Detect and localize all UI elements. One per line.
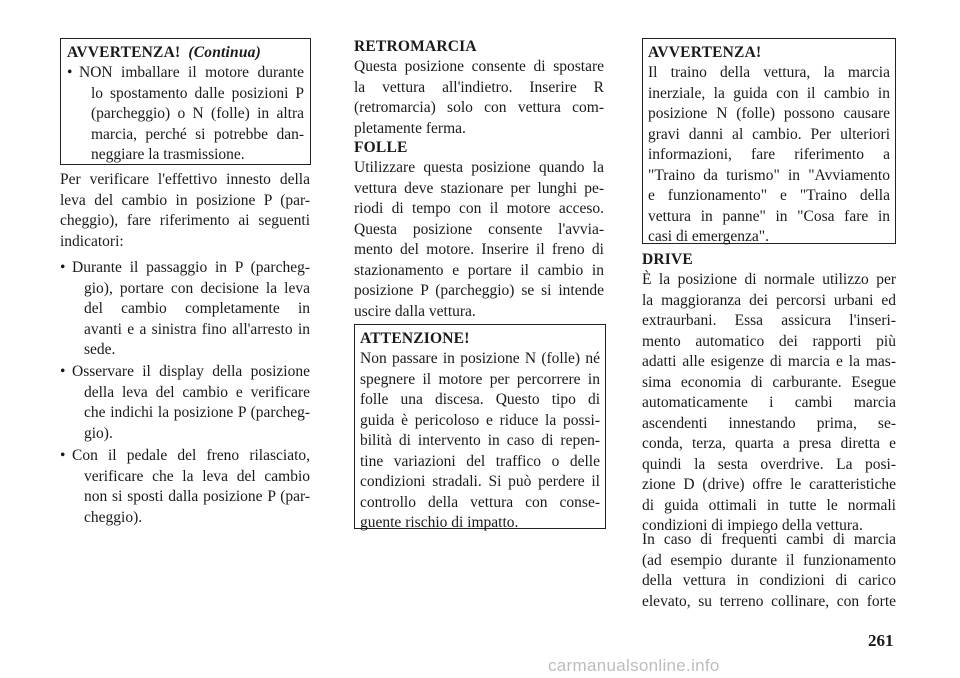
body-line: pletamente ferma. xyxy=(354,119,466,137)
caution-line: tine variazioni del traffico o delle xyxy=(360,452,600,470)
warning-bullet-line: (parcheggio) o N (folle) in altra xyxy=(91,105,304,122)
warning-bullet-line: neggiare la trasmissione. xyxy=(91,146,245,163)
caution-line: Non passare in posizione N (folle) né xyxy=(360,350,600,367)
warning-line: Il traino della vettura, la marcia xyxy=(648,64,890,81)
body-line: extraurbani. Essa assicura l'inseri- xyxy=(642,312,896,329)
bullet-line: gio), portare con decisione la leva xyxy=(84,279,310,297)
body-line: di guida ottimali in tutte le normali xyxy=(642,496,896,514)
continued-label: (Continua) xyxy=(188,44,261,61)
warning-line: e funzionamento" e "Traino della xyxy=(648,187,890,204)
caution-line: guida è pericoloso e riduce la possi- xyxy=(360,411,600,429)
caution-box xyxy=(354,324,606,529)
body-line: (retromarcia) solo con vettura com- xyxy=(354,99,604,116)
body-line: la maggioranza dei percorsi urbani ed xyxy=(642,291,896,309)
bullet-line: gio). xyxy=(84,424,113,442)
bullet-line: cheggio). xyxy=(84,508,143,526)
warning-box-continued xyxy=(60,38,311,165)
section-drive xyxy=(642,250,896,537)
intro-paragraph xyxy=(60,170,310,252)
bullet-icon: • xyxy=(60,447,66,464)
warning-line: casi di emergenza". xyxy=(648,228,769,245)
section-heading: RETROMARCIA xyxy=(354,38,477,55)
bullet-line: della leva del cambio e verificare xyxy=(84,383,310,401)
caution-line: guente rischio di impatto. xyxy=(360,514,519,531)
intro-line: leva del cambio in posizione P (par- xyxy=(60,191,310,209)
bullet-line: verificare che la leva del cambio xyxy=(84,467,310,485)
section-folle xyxy=(354,138,604,322)
bullet-icon: • xyxy=(60,363,66,380)
body-line: In caso di frequenti cambi di marcia xyxy=(642,531,896,548)
indicator-bullet-1 xyxy=(60,258,310,361)
warning-bullet-line: lo spostamento dalle posizioni P xyxy=(91,84,304,102)
towing-warning-box xyxy=(642,38,896,244)
body-line: vettura deve stazionare per lunghi pe- xyxy=(354,179,604,197)
bullet-icon: • xyxy=(67,64,73,81)
caution-line: condizioni stradali. Si può perdere il xyxy=(360,473,600,490)
bullet-line: sede. xyxy=(84,341,116,358)
bullet-line: Con il pedale del freno rilasciato, xyxy=(72,447,310,464)
body-line: Questa posizione consente di spostare xyxy=(354,58,604,75)
body-line: zione D (drive) offre le caratteristiche xyxy=(642,476,896,493)
body-line: condizioni di impiego della vettura. xyxy=(642,517,863,534)
section-heading: DRIVE xyxy=(642,251,693,268)
body-line: mento del motore. Inserire il freno di xyxy=(354,241,604,258)
body-line: mento automatico dei rapporti più xyxy=(642,332,896,350)
body-line: È la posizione di normale utilizzo per xyxy=(642,271,896,288)
warning-line: informazioni, fare riferimento a xyxy=(648,146,890,163)
bullet-icon: • xyxy=(60,259,66,276)
body-line: Utilizzare questa posizione quando la xyxy=(354,159,604,176)
section-heading: FOLLE xyxy=(354,139,408,156)
warning-box-title: AVVERTENZA! xyxy=(648,44,762,61)
warning-box-title: AVVERTENZA! (Continua) xyxy=(67,44,261,61)
body-line: la vettura all'indietro. Inserire R xyxy=(354,78,604,96)
intro-line: indicatori: xyxy=(60,232,124,250)
caution-line: folle una discesa. Questo tipo di xyxy=(360,391,600,408)
page-number: 261 xyxy=(868,631,894,650)
body-line: uscire dalla vettura. xyxy=(354,302,476,320)
body-line: automaticamente i cambi marcia xyxy=(642,394,896,411)
warning-bullet-line: marcia, perché si potrebbe dan- xyxy=(91,125,304,143)
bullet-line: Durante il passaggio in P (parcheg- xyxy=(72,259,310,276)
bullet-line: che indichi la posizione P (parcheg- xyxy=(84,404,310,421)
body-line: della vettura in condizioni di carico xyxy=(642,572,896,589)
indicator-bullet-3 xyxy=(60,446,310,528)
warning-line: "Traino da turismo" in "Avviamento xyxy=(648,166,890,184)
warning-line: posizione N (folle) possono causare xyxy=(648,105,890,122)
body-line: stazionamento e portare il cambio in xyxy=(354,261,604,279)
body-line: (ad esempio durante il funzionamento xyxy=(642,551,896,569)
caution-line: bilità di intervento in caso di repen- xyxy=(360,432,600,449)
body-line: conda, terza, quarta a presa diretta e xyxy=(642,435,896,452)
section-retromarcia xyxy=(354,37,604,139)
bullet-line: non si sposti dalla posizione P (par- xyxy=(84,488,310,505)
body-line: posizione P (parcheggio) se si intende xyxy=(354,282,604,299)
intro-line: Per verificare l'effettivo innesto della xyxy=(60,171,310,188)
warning-line: vettura in panne" in "Cosa fare in xyxy=(648,207,890,225)
body-line: adatti alle esigenze di marcia e la mas- xyxy=(642,353,896,370)
body-line: sima economia di carburante. Esegue xyxy=(642,373,896,391)
body-line: elevato, su terreno collinare, con forte xyxy=(642,592,896,610)
paragraph-frequent-shifts xyxy=(642,530,896,612)
bullet-line: Osservare il display della posizione xyxy=(72,363,310,380)
warning-line: inerziale, la guida con il cambio in xyxy=(648,84,890,102)
warning-bullet xyxy=(67,63,304,166)
watermark: carmanualsonline.info xyxy=(548,656,720,675)
bullet-line: del cambio completamente in xyxy=(84,300,310,317)
warning-bullet-line: NON imballare il motore durante xyxy=(79,64,304,81)
caution-box-title: ATTENZIONE! xyxy=(360,330,470,347)
indicator-bullet-2 xyxy=(60,362,310,444)
body-line: riodi di tempo con il motore acceso. xyxy=(354,200,604,217)
warning-line: gravi danni al cambio. Per ulteriori xyxy=(648,125,890,143)
caution-line: spegnere il motore per percorrere in xyxy=(360,370,600,388)
body-line: Questa posizione consente l'avvia- xyxy=(354,220,604,238)
caution-line: controllo della vettura con conse- xyxy=(360,493,600,511)
bullet-line: avanti e a sinistra fino all'arresto in xyxy=(84,320,310,338)
intro-line: cheggio), fare riferimento ai seguenti xyxy=(60,212,310,229)
body-line: quindi la sesta overdrive. La posi- xyxy=(642,455,896,473)
body-line: ascendenti innestando prima, se- xyxy=(642,414,896,432)
